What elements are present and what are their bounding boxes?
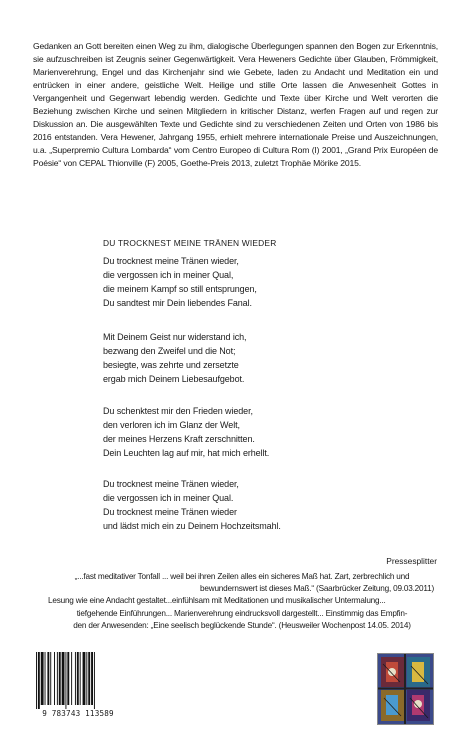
poem-line: der meines Herzens Kraft zerschnitten. [103,433,255,444]
barcode-bar [36,652,37,709]
isbn-number: 9 783743 113589 [42,709,114,718]
poem-line: die vergossen ich in meiner Qual, [103,269,234,280]
barcode-bar [59,652,61,705]
poem-line: Du trocknest meine Tränen wieder, [103,256,239,266]
barcode-bar [50,652,51,705]
blurb-text: Gedanken an Gott bereiten einen Weg zu ihm, dialogische Überlegungen spannen den Bogen zur Erkenntnis, sie aufzuschreiben ist Zeugnis seiner Gegenwärtigkeit. Vera Heweners Gedichte über Glauben, Frömmigkeit, Marienverehrung, Engel und das Kirchenjahr sind wie Gebete, laden zu Andacht und Meditation ein und entrücken in einer andere, geistliche Welt. Heilige und stille Orte lassen die Anwesenheit Gottes in Vergangenheit und Gegenwart lebendig werden. Gedichte und Texte über Kirche und Welt verorten die Beziehung zwischen Kirche und seinen Mitgliedern in kritischer Distanz, werfen Fragen auf und regen zur Diskussion an. Die ausgewählten Texte und Gedichte sind zu verschiedenen Zeiten und Orten von 1986 bis 2016 entstanden. Vera Hewener, Jahrgang 1955, erhielt mehrere internationale Preise und Auszeichnungen, u.a. „Superpremio Cultura Lombarda“ vom Centro Europeo di Cultura Rom (I) 2001, „Grand Prix Européen de Poésie“ von CEPAL Thionville (F) 2005, Goethe-Preis 2013, zuletzt Trophäe Mörike 2015. [33,41,438,168]
barcode-bar [75,652,76,705]
poem-title: DU TROCKNEST MEINE TRÄNEN WIEDER [103,238,277,248]
barcode-bar [83,652,86,705]
barcode-bar [41,652,44,705]
barcode-bar [38,652,40,709]
poem-stanza-1 [103,255,403,311]
poem-line: die vergossen ich in meiner Qual. [103,492,234,503]
poem-line: Du trocknest meine Tränen wieder [103,506,237,517]
barcode-bar [54,652,55,705]
barcode-bar [80,652,81,705]
poem-line: besiegte, was zehrte und zersetzte [103,359,239,370]
press-line: Lesung wie eine Andacht gestaltet...einfühlsam mit Meditationen und musikalischer Untermalung... [48,596,386,606]
press-line: „...fast meditativer Tonfall ... weil bei ihren Zeilen alles ein sicheres Maß hat. Zart, zerbrechlich und [74,572,410,581]
press-line: bewundernswert ist dieses Maß.“ (Saarbrücker Zeitung, 09.03.2011) [200,584,434,594]
barcode [35,652,118,709]
poem-line: ergab mich Deinem Liebesaufgebot. [103,373,245,384]
stained-glass-window-image [377,653,434,725]
barcode-bar [71,652,72,705]
press-quotes [46,571,438,632]
press-line: den der Anwesenden: „Eine seelisch beglückende Stunde“. (Heusweiler Wochenpost 14.05. 2014) [73,620,411,630]
poem-line: und lädst mich ein zu Deinem Hochzeitsmahl. [103,520,281,531]
barcode-bar [88,652,90,705]
poem-stanza-2 [103,331,403,387]
barcode-bar [77,652,79,705]
barcode-bar [45,652,46,705]
barcode-bar [67,652,69,705]
barcode-bar [86,652,87,705]
barcode-bar [65,652,66,709]
barcode-bar [57,652,58,705]
barcode-bar [47,652,49,705]
barcode-bar [94,652,95,709]
poem-line: Du trocknest meine Tränen wieder, [103,479,239,489]
poem-line: den verloren ich im Glanz der Welt, [103,419,240,430]
poem-line: Dein Leuchten lag auf mir, hat mich erhellt. [103,447,270,458]
poem-stanza-4 [103,478,403,534]
poem-line: die meinem Kampf so still entsprungen, [103,283,257,294]
poem-stanza-3 [103,405,403,461]
poem-line: bezwang den Zweifel und die Not; [103,345,236,356]
poem-line: Du sandtest mir Dein liebendes Fanal. [103,297,252,308]
poem-line: Du schenktest mir den Frieden wieder, [103,406,253,416]
press-line: tiefgehende Einführungen... Marienverehrung eindrucksvoll dargestellt... Einstimmig das Empfin- [76,608,408,618]
barcode-bar [62,652,65,705]
press-heading: Pressesplitter [386,556,437,566]
barcode-bar [91,652,93,705]
poem-line: Mit Deinem Geist nur widerstand ich, [103,332,247,342]
